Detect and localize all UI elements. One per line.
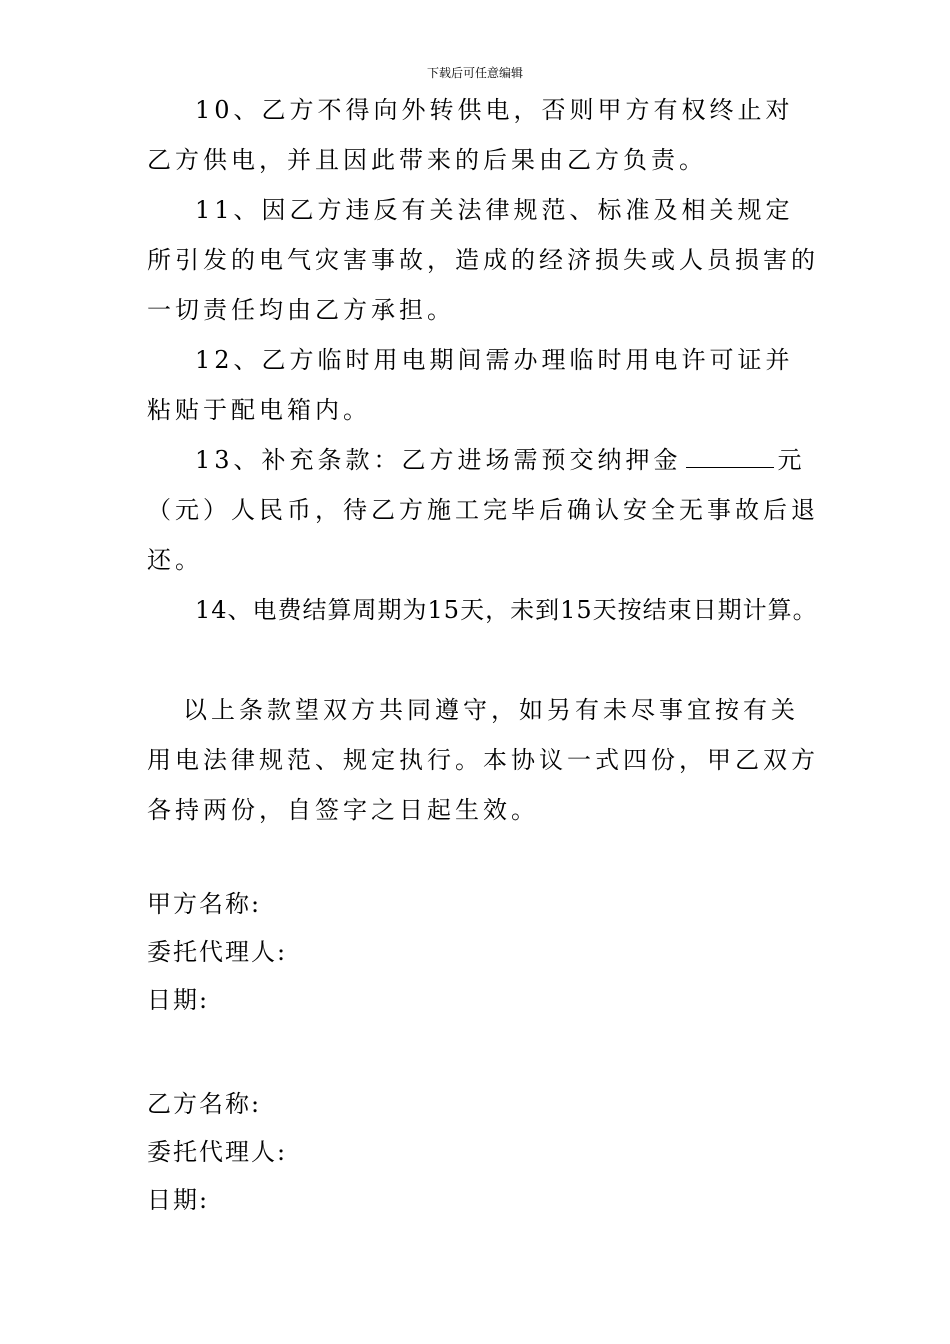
closing-paragraph: 以上条款望双方共同遵守，如另有未尽事宜按有关用电法律规范、规定执行。本协议一式四份，甲乙双方各持两份，自签字之日起生效。 (147, 696, 819, 824)
party-b-name-label: 乙方名称: (147, 1090, 262, 1118)
clause-13-prefix: 13、补充条款：乙方进场需预交纳押金 (195, 446, 682, 474)
clause-13 (147, 435, 819, 585)
party-b-date-label: 日期: (147, 1186, 210, 1214)
party-b-signature-block (147, 1080, 287, 1224)
party-a-date-label: 日期: (147, 986, 210, 1014)
party-a-agent-label: 委托代理人: (147, 938, 288, 966)
deposit-amount-blank (686, 437, 774, 468)
clause-11: 11、因乙方违反有关法律规范、标准及相关规定所引发的电气灾害事故，造成的经济损失或人员损害的一切责任均由乙方承担。 (147, 196, 819, 324)
party-b-agent-label: 委托代理人: (147, 1138, 288, 1166)
party-a-name-label: 甲方名称: (147, 890, 262, 918)
page-header: 下载后可任意编辑 (426, 66, 523, 80)
clause-12: 12、乙方临时用电期间需办理临时用电许可证并粘贴于配电箱内。 (147, 346, 794, 424)
clause-10: 10、乙方不得向外转供电，否则甲方有权终止对乙方供电，并且因此带来的后果由乙方负责。 (147, 96, 794, 174)
clause-14: 14、电费结算周期为15天，未到15天按结束日期计算。 (195, 596, 818, 624)
document-body (147, 85, 819, 835)
party-a-signature-block (147, 880, 287, 1024)
clause-13-suffix: 元（元）人民币，待乙方施工完毕后确认安全无事故后退还。 (147, 446, 819, 574)
